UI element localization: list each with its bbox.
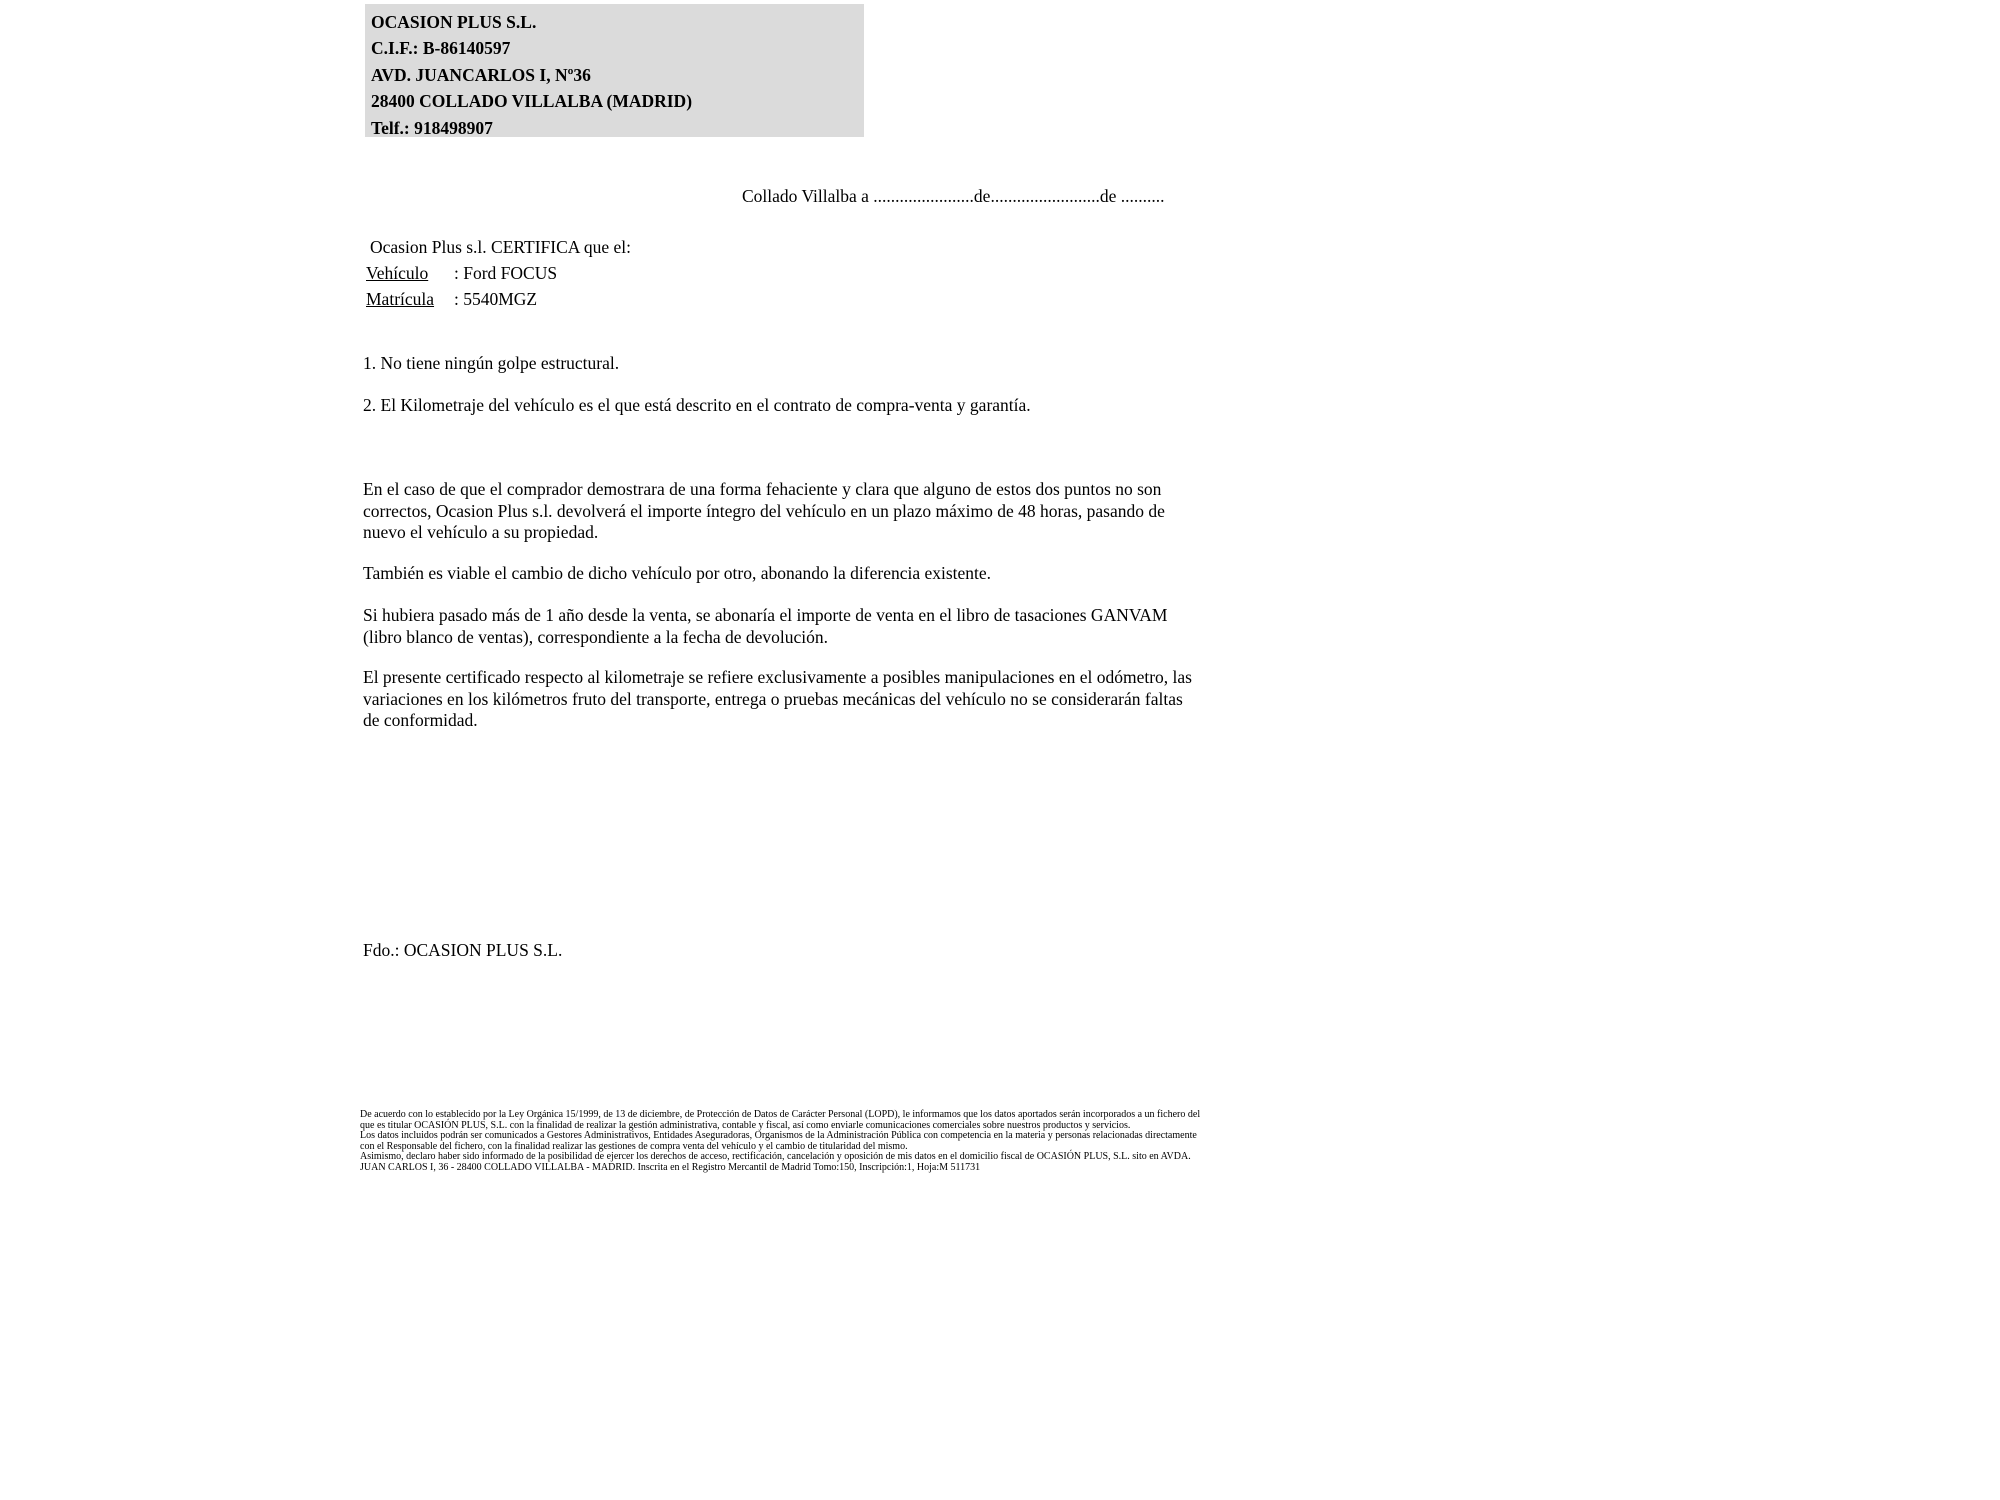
legal-paragraph-rights: Asimismo, declaro haber sido informado de la posibilidad de ejercer los derechos de acceso, rectificación, cancelación y oposición de mis datos en el domicilio fiscal de OCASIÓN PLUS, S.L. sito en AVDA. JUAN CARLOS I, 36 - 28400 COLLADO VILLALBA - MADRID. Inscrita en el Registro Mercantil de Madrid Tomo:150, Inscripción:1, Hoja:M 511731 — [360, 1151, 1191, 1173]
company-name: OCASION PLUS S.L. — [371, 12, 537, 32]
signature-line: Fdo.: OCASION PLUS S.L. — [363, 940, 563, 960]
company-header-block — [365, 4, 864, 137]
plate-row — [366, 286, 631, 312]
legal-paragraph-lopd: De acuerdo con lo establecido por la Ley Orgánica 15/1999, de 13 de diciembre, de Protección de Datos de Carácter Personal (LOPD), le informamos que los datos aportados serán incorporados a un fichero del que es titular OCASIÓN PLUS, S.L. con la finalidad de realizar la gestión administrativa, contable y fiscal, así como enviarle comunicaciones comerciales sobre nuestros productos y servicios. — [360, 1109, 1201, 1131]
company-address: AVD. JUANCARLOS I, Nº36 — [371, 64, 591, 85]
body-paragraph-ganvam: Si hubiera pasado más de 1 año desde la venta, se abonaría el importe de venta en el libro de tasaciones GANVAM (libro blanco de ventas), correspondiente a la fecha de devolución. — [363, 605, 1168, 647]
company-phone: Telf.: 918498907 — [371, 117, 493, 138]
legal-paragraph-data-sharing: Los datos incluidos podrán ser comunicados a Gestores Administrativos, Entidades Aseguradoras, Organismos de la Administración Pública con competencia en la materia y personas relacionadas directamente con el Responsable del fichero, con la finalidad realizar las gestiones de compra venta del vehículo y el cambio de titularidad del mismo. — [360, 1130, 1197, 1152]
certified-point-2: 2. El Kilometraje del vehículo es el que está descrito en el contrato de compra-venta y garantía. — [363, 395, 1031, 415]
vehicle-row — [366, 260, 631, 286]
plate-value: : 5540MGZ — [454, 289, 538, 309]
company-cif: C.I.F.: B-86140597 — [371, 38, 511, 59]
vehicle-label: Vehículo — [366, 263, 429, 283]
company-city: 28400 COLLADO VILLALBA (MADRID) — [371, 91, 693, 112]
body-paragraph-refund: En el caso de que el comprador demostrara de una forma fehaciente y clara que alguno de estos dos puntos no son correctos, Ocasion Plus s.l. devolverá el importe íntegro del vehículo en un plazo máximo de 48 horas, pasando de nuevo el vehículo a su propiedad. — [363, 479, 1165, 543]
body-paragraph-odometer: El presente certificado respecto al kilometraje se refiere exclusivamente a posibles manipulaciones en el odómetro, las variaciones en los kilómetros fruto del transporte, entrega o pruebas mecánicas del vehículo no se considerarán faltas de conformidad. — [363, 667, 1192, 731]
plate-label: Matrícula — [366, 289, 435, 309]
certification-block — [366, 234, 631, 312]
vehicle-value: : Ford FOCUS — [454, 263, 558, 283]
body-paragraph-exchange: También es viable el cambio de dicho vehículo por otro, abonando la diferencia existente. — [363, 563, 992, 583]
certifies-intro: Ocasion Plus s.l. CERTIFICA que el: — [370, 237, 631, 257]
date-line: Collado Villalba a .......................de.........................de .......... — [742, 186, 1165, 206]
certified-point-1: 1. No tiene ningún golpe estructural. — [363, 353, 620, 373]
legal-footer — [360, 1110, 1208, 1174]
